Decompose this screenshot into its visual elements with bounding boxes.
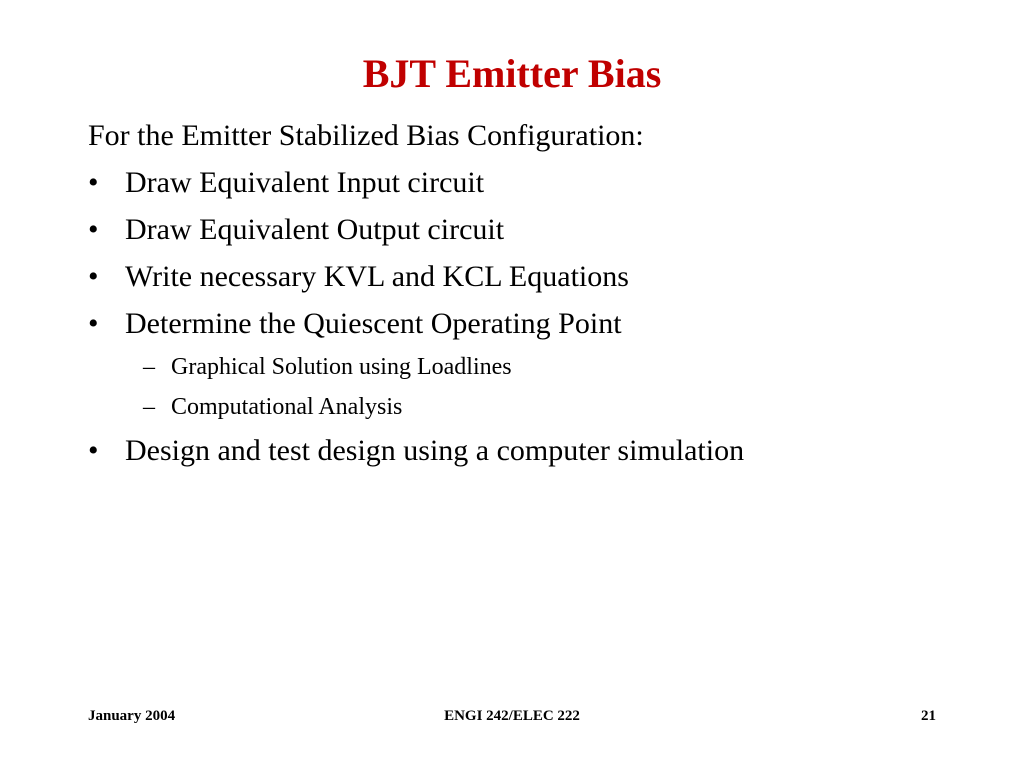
bullet-item: [88, 433, 968, 469]
bullet-text: Draw Equivalent Input circuit: [125, 166, 485, 199]
bullet-marker: •: [88, 213, 99, 246]
sub-bullet-marker: –: [143, 354, 155, 380]
slide-footer: [88, 706, 936, 726]
footer-course: ENGI 242/ELEC 222: [444, 708, 580, 724]
sub-bullet-item: [88, 353, 968, 381]
bullet-item: [88, 306, 968, 342]
bullet-item: [88, 165, 968, 201]
bullet-text: Design and test design using a computer simulation: [125, 434, 745, 467]
intro-text: For the Emitter Stabilized Bias Configuration:: [88, 119, 644, 152]
bullet-marker: •: [88, 166, 99, 199]
sub-bullet-item: [88, 393, 968, 421]
bullet-text: Determine the Quiescent Operating Point: [125, 307, 622, 340]
bullet-item: [88, 212, 968, 248]
bullet-marker: •: [88, 260, 99, 293]
bullet-marker: •: [88, 307, 99, 340]
footer-date: January 2004: [88, 708, 176, 724]
bullet-item: [88, 259, 968, 295]
sub-bullet-text: Graphical Solution using Loadlines: [171, 354, 512, 380]
slide-body: [88, 118, 968, 480]
bullet-text: Write necessary KVL and KCL Equations: [125, 260, 629, 293]
page-number: 21: [921, 708, 936, 724]
bullet-text: Draw Equivalent Output circuit: [125, 213, 505, 246]
sub-bullet-marker: –: [143, 394, 155, 420]
bullet-marker: •: [88, 434, 99, 467]
sub-bullet-text: Computational Analysis: [171, 394, 403, 420]
slide-title: BJT Emitter Bias: [362, 51, 662, 96]
